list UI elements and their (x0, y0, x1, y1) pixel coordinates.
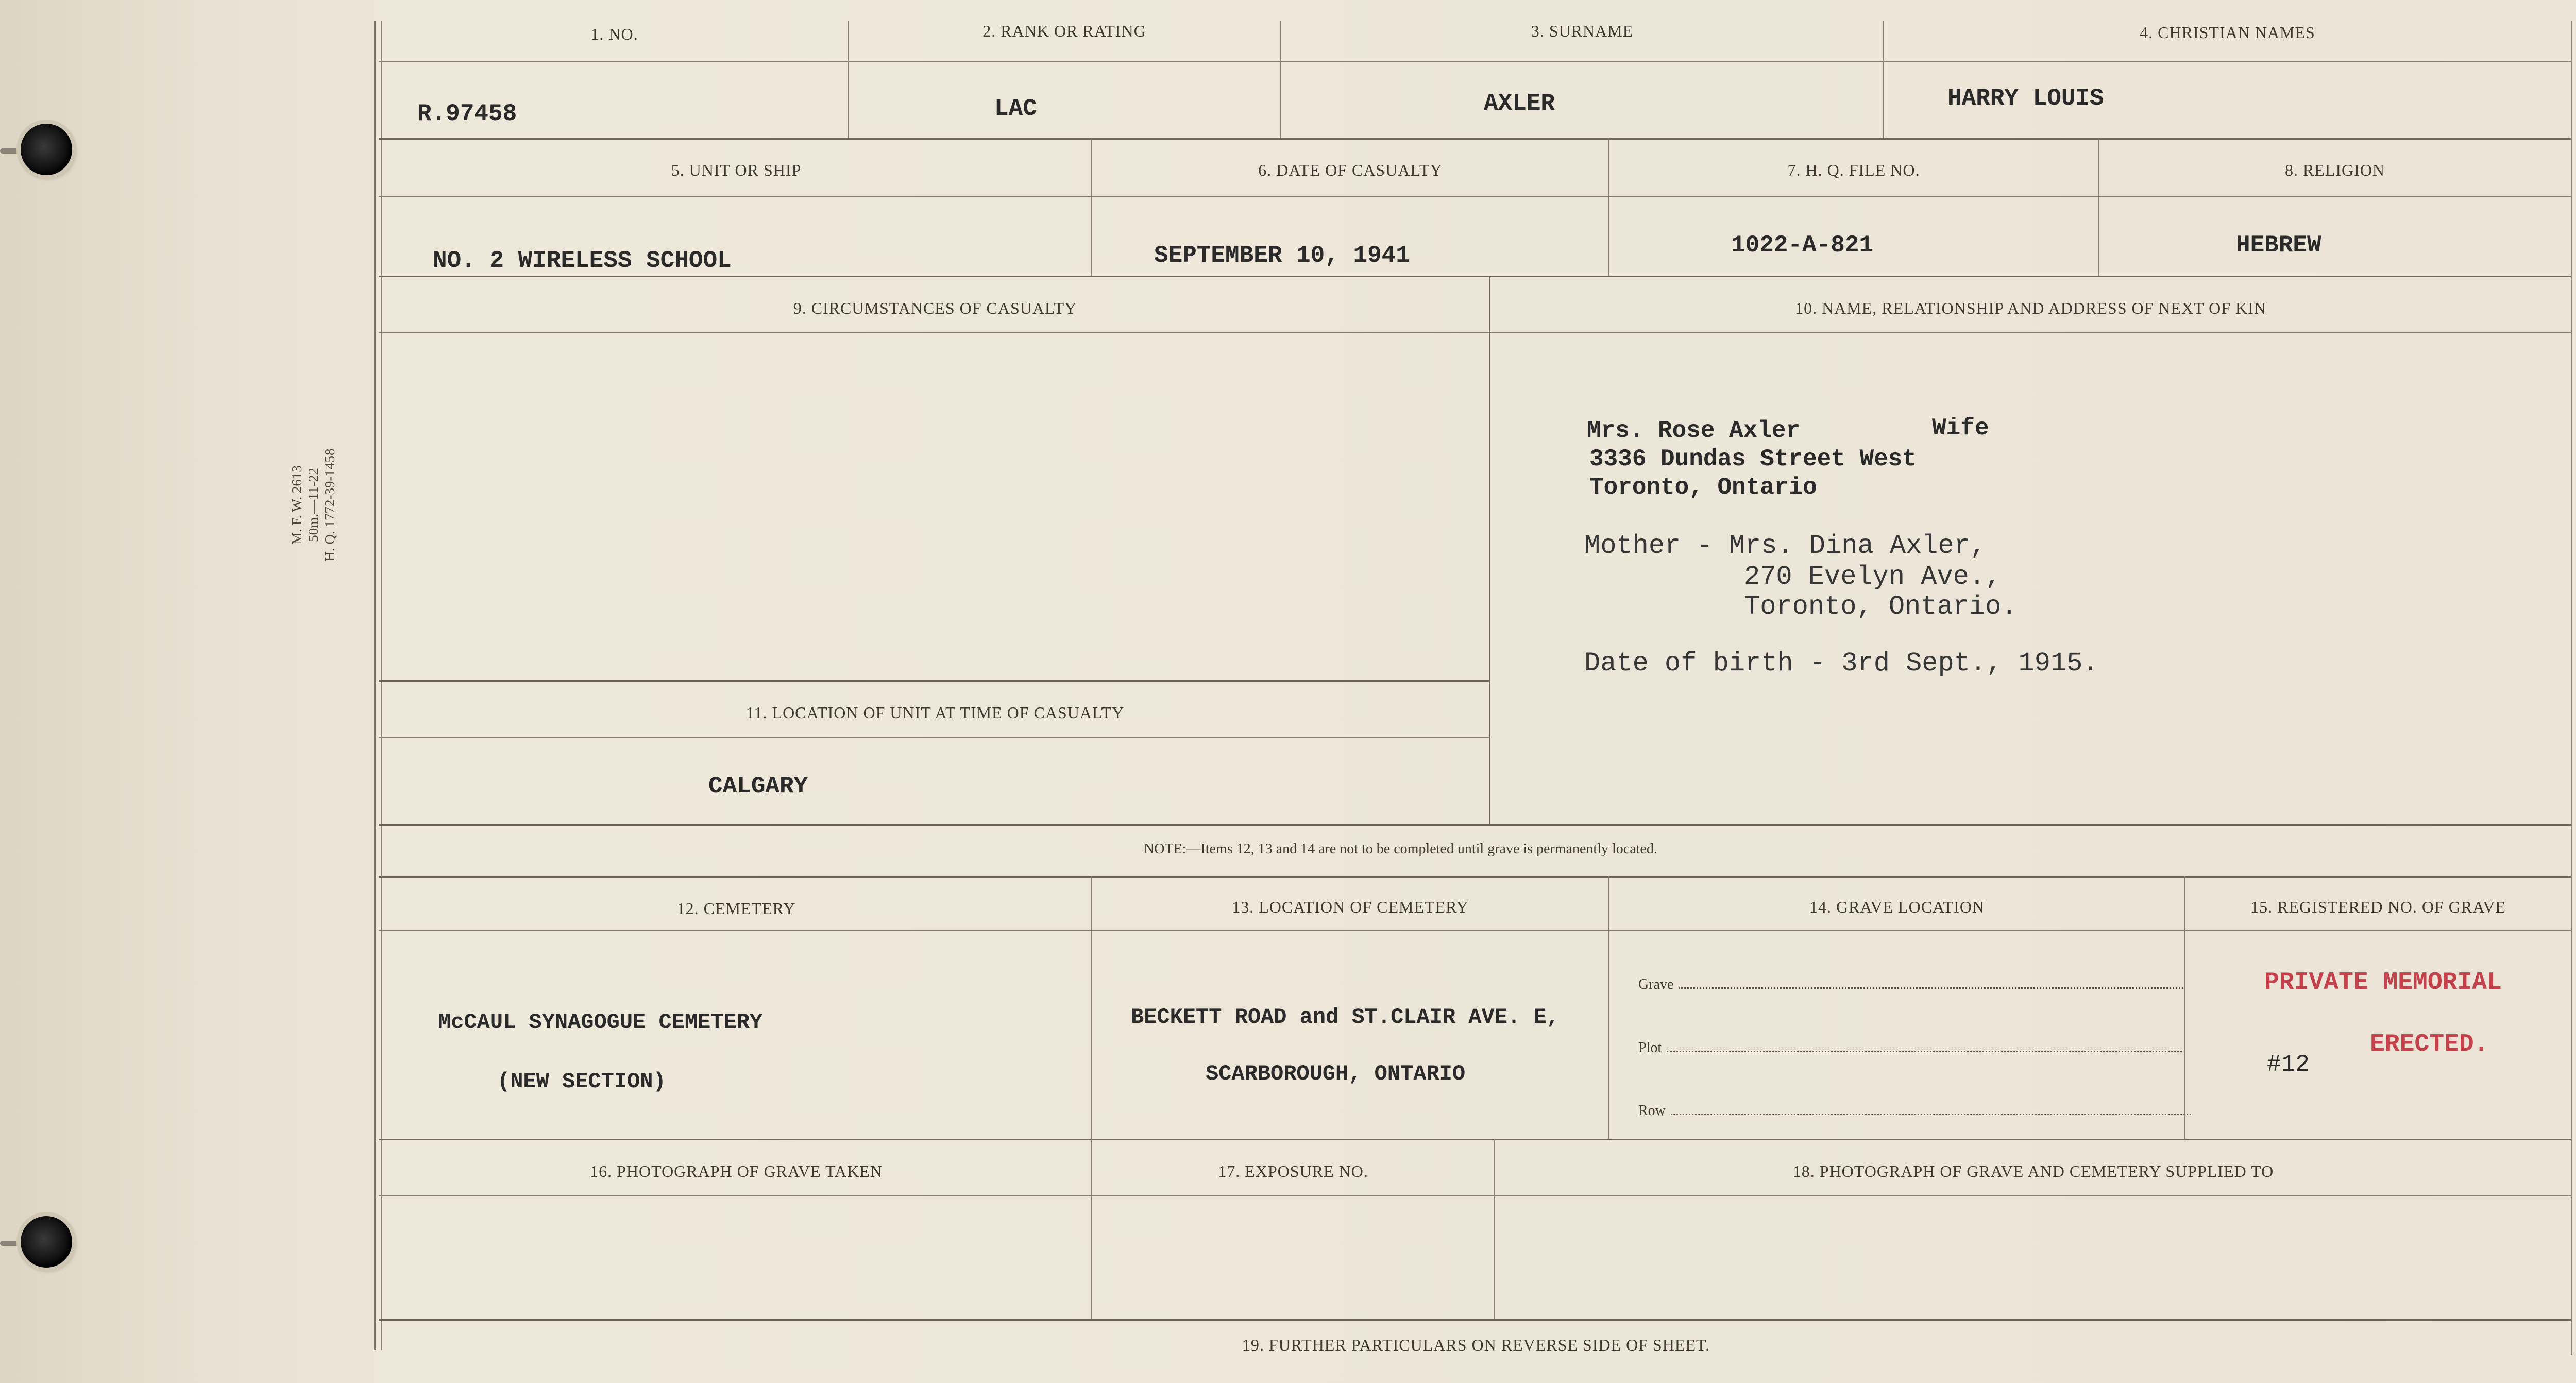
cemetery-section: (NEW SECTION) (497, 1069, 666, 1094)
grave-number: #12 (2267, 1051, 2310, 1078)
rule (379, 1139, 2571, 1140)
field-label-rank: 2. RANK OR RATING (982, 22, 1146, 40)
surname-value: AXLER (1484, 90, 1555, 117)
location-of-unit-value: CALGARY (708, 773, 808, 800)
date-of-casualty-value: SEPTEMBER 10, 1941 (1154, 242, 1410, 269)
hq-file-value: 1022-A-821 (1731, 232, 1874, 259)
field-label-photo-supplied: 18. PHOTOGRAPH OF GRAVE AND CEMETERY SUPPLIED TO (1792, 1162, 2274, 1180)
field-label-no: 1. NO. (590, 25, 638, 43)
field-label-christian-names: 4. CHRISTIAN NAMES (2140, 23, 2315, 42)
plot-line (1638, 1040, 2182, 1056)
field-label-registered-no: 15. REGISTERED NO. OF GRAVE (2250, 898, 2506, 916)
service-number: R.97458 (417, 100, 517, 127)
grave-line (1638, 976, 2183, 993)
divider (1494, 1139, 1495, 1319)
kin-address-street: 3336 Dundas Street West (1589, 446, 1917, 473)
cemetery-city: SCARBOROUGH, ONTARIO (1206, 1061, 1466, 1086)
form-code-line: M. F. W. 2613 (289, 465, 304, 545)
field-label-unit: 5. UNIT OR SHIP (671, 161, 802, 179)
punch-hole (21, 1216, 72, 1268)
religion-value: HEBREW (2236, 232, 2321, 259)
divider (2098, 138, 2099, 276)
field-label-further-particulars: 19. FURTHER PARTICULARS ON REVERSE SIDE OF SHEET. (1242, 1336, 1710, 1354)
frame-line (2571, 21, 2572, 1355)
field-label-hq-file: 7. H. Q. FILE NO. (1787, 161, 1920, 179)
christian-names-value: HARRY LOUIS (1947, 85, 2104, 112)
rule (379, 332, 2571, 333)
rule (379, 824, 2571, 826)
field-label-cemetery-location: 13. LOCATION OF CEMETERY (1232, 898, 1469, 916)
rule (379, 680, 1489, 682)
mother-street: 270 Evelyn Ave., (1744, 562, 2002, 592)
rule (379, 1319, 2571, 1321)
row-line (1638, 1103, 2191, 1119)
frame-line (381, 21, 382, 1350)
kin-address-city: Toronto, Ontario (1589, 474, 1817, 501)
cemetery-address: BECKETT ROAD and ST.CLAIR AVE. E, (1131, 1005, 1560, 1030)
rule (379, 276, 2571, 277)
field-label-religion: 8. RELIGION (2284, 161, 2385, 179)
field-label-cemetery: 12. CEMETERY (676, 899, 796, 918)
field-label-surname: 3. SURNAME (1531, 22, 1634, 40)
note-text: NOTE:—Items 12, 13 and 14 are not to be completed until grave is permanently located. (1144, 841, 1657, 857)
row-label: Row (1638, 1103, 1666, 1119)
rule (379, 1195, 2571, 1196)
memorial-stamp-erected: ERECTED. (2370, 1031, 2489, 1058)
form-code-line: 50m.—11-22 (306, 468, 321, 542)
punch-hole (21, 124, 72, 175)
rule (379, 737, 1489, 738)
field-label-date-of-casualty: 6. DATE OF CASUALTY (1258, 161, 1443, 179)
unit-value: NO. 2 WIRELESS SCHOOL (433, 247, 732, 274)
rule (379, 876, 2571, 878)
divider (1091, 138, 1092, 276)
field-label-exposure: 17. EXPOSURE NO. (1218, 1162, 1368, 1180)
memorial-stamp: PRIVATE MEMORIAL (2264, 969, 2502, 997)
field-label-location-of-unit: 11. LOCATION OF UNIT AT TIME OF CASUALTY (745, 703, 1125, 722)
field-label-circumstances: 9. CIRCUMSTANCES OF CASUALTY (793, 299, 1077, 317)
mother-name: Mother - Mrs. Dina Axler, (1584, 531, 1987, 561)
kin-name: Mrs. Rose Axler (1587, 417, 1801, 444)
field-label-next-of-kin: 10. NAME, RELATIONSHIP AND ADDRESS OF NEXT OF KIN (1795, 299, 2266, 317)
form-code-line: H. Q. 1772-39-1458 (322, 448, 337, 562)
kin-relationship: Wife (1932, 415, 1989, 442)
plot-label: Plot (1638, 1040, 1662, 1056)
field-label-grave-location: 14. GRAVE LOCATION (1809, 898, 1985, 916)
divider (1608, 138, 1609, 276)
rule (379, 196, 2571, 197)
rank-value: LAC (994, 95, 1037, 122)
rule (379, 138, 2571, 140)
frame-line (374, 21, 376, 1350)
grave-label: Grave (1638, 976, 1674, 992)
divider (1489, 276, 1490, 824)
form-code (289, 407, 338, 603)
rule (379, 61, 2571, 62)
date-of-birth: Date of birth - 3rd Sept., 1915. (1584, 648, 2099, 679)
mother-city: Toronto, Ontario. (1744, 592, 2018, 622)
binding-margin (0, 0, 374, 1383)
field-label-photo-taken: 16. PHOTOGRAPH OF GRAVE TAKEN (590, 1162, 883, 1180)
cemetery-name: McCAUL SYNAGOGUE CEMETERY (438, 1010, 763, 1035)
rule (379, 930, 2571, 931)
